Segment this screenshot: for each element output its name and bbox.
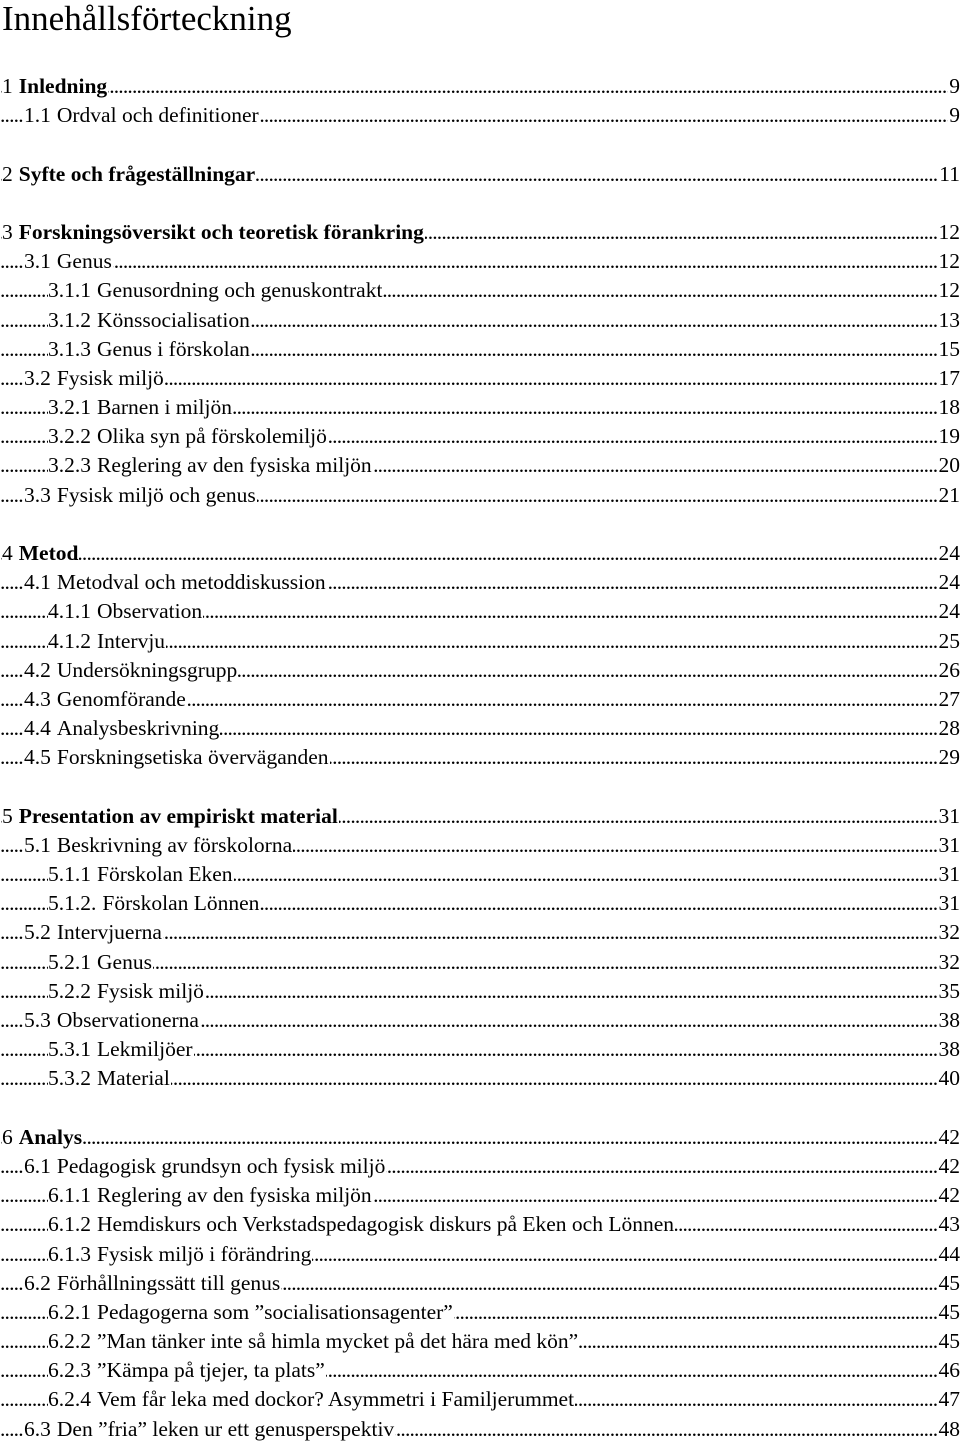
toc-entry-page: 42 — [938, 1152, 960, 1181]
toc-entry-label — [24, 1415, 395, 1444]
toc-entry-page: 32 — [938, 948, 960, 977]
toc-entry-page: 13 — [938, 306, 960, 335]
toc-entry[interactable] — [0, 218, 960, 247]
toc-entry[interactable] — [0, 160, 960, 189]
toc-entry-label — [48, 335, 251, 364]
toc-entry[interactable] — [0, 685, 960, 714]
toc-entry-title: Fysisk miljö — [56, 365, 164, 390]
toc-entry[interactable] — [0, 714, 960, 743]
toc-entry[interactable] — [0, 1064, 960, 1093]
toc-entry-number: 5.2 — [24, 920, 51, 945]
toc-entry[interactable] — [0, 802, 960, 831]
toc-entry-number: 3.2.3 — [48, 453, 91, 478]
toc-entry-page: 15 — [938, 335, 960, 364]
toc-entry-title: Förskolan Lönnen — [102, 891, 260, 916]
toc-entry-title: Metod — [18, 541, 79, 565]
toc-entry-title: Olika syn på förskolemiljö — [97, 424, 327, 449]
toc-entry-title: Observationerna — [56, 1008, 199, 1032]
toc-entry-number: 5.1.2. — [48, 891, 97, 916]
toc-entry-title: Förhållningssätt till genus — [56, 1270, 281, 1295]
toc-entry-label — [2, 160, 256, 189]
toc-entry[interactable] — [0, 1356, 960, 1385]
toc-entry[interactable] — [0, 247, 960, 276]
toc-entry-label — [2, 539, 79, 568]
toc-entry-title: Forskningsöversikt och teoretisk förankring — [18, 219, 424, 244]
toc-entry-label — [24, 685, 187, 714]
toc-entry-number: 6.1 — [24, 1153, 51, 1178]
toc-entry-number: 3.2 — [24, 365, 51, 390]
toc-entry-label — [24, 568, 327, 597]
toc-entry-title: Lekmiljöer — [97, 1037, 193, 1062]
toc-entry[interactable] — [0, 977, 960, 1006]
toc-entry-page: 38 — [938, 1035, 960, 1064]
toc-entry-page: 47 — [938, 1385, 960, 1414]
toc-entry-label — [24, 918, 163, 947]
toc-entry-page: 45 — [938, 1269, 960, 1298]
toc-entry[interactable] — [0, 539, 960, 568]
toc-entry-label — [48, 306, 251, 335]
toc-entry-title: Inledning — [18, 74, 108, 98]
toc-entry-title: Könssocialisation — [97, 307, 250, 332]
toc-entry-number: 4.3 — [24, 686, 51, 711]
toc-entry[interactable] — [0, 656, 960, 685]
toc-entry-title: Pedagogisk grundsyn och fysisk miljö — [56, 1153, 386, 1178]
toc-entry-number: 5.1.1 — [48, 862, 91, 887]
toc-entry-number: 3.1.3 — [48, 336, 91, 361]
toc-entry-page: 17 — [938, 364, 960, 393]
toc-entry[interactable] — [0, 597, 960, 626]
toc-entry-number: 6.2 — [24, 1270, 51, 1295]
toc-entry-label — [48, 1240, 312, 1269]
toc-entry-page: 40 — [938, 1064, 960, 1093]
toc-entry-title: Den ”fria” leken ur ett genusperspektiv — [56, 1416, 395, 1441]
toc-entry-label — [48, 1356, 326, 1385]
toc-entry[interactable] — [0, 568, 960, 597]
toc-entry-page: 48 — [938, 1415, 960, 1444]
toc-entry-number: 5.2.2 — [48, 978, 91, 1003]
toc-entry-label — [48, 597, 203, 626]
toc-entry-page: 9 — [948, 72, 960, 101]
toc-entry[interactable] — [0, 72, 960, 101]
toc-entry[interactable] — [0, 481, 960, 510]
toc-entry-title: Analys — [18, 1124, 83, 1149]
toc-entry[interactable] — [0, 860, 960, 889]
toc-entry-page: 29 — [938, 743, 960, 772]
toc-entry-page: 35 — [938, 977, 960, 1006]
toc-entry-title: Fysisk miljö — [97, 978, 204, 1003]
toc-entry-label — [48, 276, 383, 305]
toc-entry-number: 3.2.2 — [48, 424, 91, 449]
toc-entry[interactable] — [0, 364, 960, 393]
toc-entry-title: Presentation av empiriskt material — [18, 803, 338, 828]
toc-entry[interactable] — [0, 306, 960, 335]
toc-entry-page: 31 — [938, 802, 960, 831]
toc-entry-number: 5.3.2 — [48, 1066, 91, 1091]
toc-entry-page: 46 — [938, 1356, 960, 1385]
toc-entry[interactable] — [0, 831, 960, 860]
toc-entry[interactable] — [0, 889, 960, 918]
toc-entry-page: 44 — [938, 1240, 960, 1269]
toc-entry[interactable] — [0, 1123, 960, 1152]
toc-entry-title: Genus i förskolan — [97, 336, 250, 361]
toc-entry-label — [2, 802, 339, 831]
toc-entry-label — [48, 451, 373, 480]
toc-entry-number: 4.1 — [24, 570, 51, 595]
toc-entry-number: 6.1.3 — [48, 1241, 91, 1266]
toc-entry-page: 31 — [938, 860, 960, 889]
toc-entry-label — [24, 101, 260, 130]
toc-entry[interactable] — [0, 1415, 960, 1444]
toc-entry-number: 3 — [2, 219, 13, 244]
toc-entry-number: 5.3 — [24, 1008, 51, 1032]
toc-entry-title: Fysisk miljö i förändring — [97, 1241, 312, 1266]
toc-entry-number: 6.2.3 — [48, 1358, 91, 1383]
toc-entry-title: Genus — [97, 949, 152, 974]
toc-entry[interactable] — [0, 1006, 960, 1035]
toc-entry-number: 3.2.1 — [48, 395, 91, 420]
toc-entry-page: 12 — [938, 247, 960, 276]
toc-entry[interactable] — [0, 1035, 960, 1064]
toc-entry-label — [24, 831, 293, 860]
dot-leader — [0, 539, 960, 568]
toc-entry-label — [2, 72, 108, 101]
toc-entry-number: 5 — [2, 803, 13, 828]
toc-entry-label — [48, 627, 166, 656]
toc-entry-label — [48, 1298, 454, 1327]
toc-entry-title: Intervjuerna — [56, 920, 162, 945]
toc-entry-page: 9 — [948, 101, 960, 130]
toc-entry[interactable] — [0, 335, 960, 364]
toc-entry-title: Genus — [56, 249, 112, 274]
toc-entry-title: Analysbeskrivning — [56, 716, 220, 741]
toc-entry-title: Genusordning och genuskontrakt — [97, 278, 383, 303]
toc-entry-number: 5.2.1 — [48, 949, 91, 974]
toc-entry-page: 45 — [938, 1298, 960, 1327]
toc-entry-label — [24, 656, 238, 685]
toc-entry-title: Pedagogerna som ”socialisationsagenter” — [97, 1299, 453, 1324]
toc-entry-title: Beskrivning av förskolorna — [56, 832, 293, 857]
toc-entry-label — [48, 889, 260, 918]
toc-entry-label — [48, 1035, 194, 1064]
toc-entry-number: 6.1.1 — [48, 1183, 91, 1208]
toc-entry-title: ”Man tänker inte så himla mycket på det hära med kön” — [97, 1329, 579, 1354]
toc-entry-page: 27 — [938, 685, 960, 714]
toc-entry-page: 21 — [938, 481, 960, 510]
toc-entry[interactable] — [0, 1269, 960, 1298]
toc-entry[interactable] — [0, 101, 960, 130]
toc-entry-page: 11 — [938, 160, 960, 189]
toc-entry-label — [48, 1327, 579, 1356]
toc-entry-page: 18 — [938, 393, 960, 422]
toc-entry-page: 26 — [938, 656, 960, 685]
toc-entry-page: 31 — [938, 831, 960, 860]
toc-entry-label — [48, 393, 233, 422]
toc-entry[interactable] — [0, 1385, 960, 1414]
toc-entry-page: 12 — [938, 218, 960, 247]
toc-entry[interactable] — [0, 276, 960, 305]
toc-entry-page: 25 — [938, 627, 960, 656]
toc-entry-title: ”Kämpa på tjejer, ta plats” — [97, 1358, 325, 1383]
toc-entry-number: 6 — [2, 1124, 13, 1149]
toc-entry-label — [2, 1123, 83, 1152]
toc-entry-page: 42 — [938, 1181, 960, 1210]
toc-entry-title: Fysisk miljö och genus — [56, 482, 256, 507]
toc-entry-number: 5.1 — [24, 832, 51, 857]
toc-entry-number: 3.1.1 — [48, 278, 91, 303]
toc-entry-title: Vem får leka med dockor? Asymmetri i Familjerummet — [97, 1387, 575, 1412]
toc-entry-number: 3.1.2 — [48, 307, 91, 332]
toc-entry-page: 24 — [938, 568, 960, 597]
toc-entry-page: 20 — [938, 451, 960, 480]
toc-entry-label — [48, 1064, 171, 1093]
toc-entry-page: 43 — [938, 1210, 960, 1239]
toc-entry-label — [24, 1152, 386, 1181]
toc-entry-number: 6.2.4 — [48, 1387, 91, 1412]
toc-entry-number: 1.1 — [24, 103, 51, 128]
toc-entry-number: 3.3 — [24, 482, 51, 507]
toc-entry-title: Ordval och definitioner — [56, 103, 259, 128]
toc-entry-label — [24, 364, 165, 393]
toc-entry-page: 45 — [938, 1327, 960, 1356]
toc-entry-number: 5.3.1 — [48, 1037, 91, 1062]
toc-entry-label — [24, 481, 257, 510]
toc-entry-label — [24, 743, 330, 772]
toc-entry-label — [24, 714, 220, 743]
toc-entry-label — [48, 1210, 675, 1239]
toc-entry-number: 4.1.2 — [48, 628, 91, 653]
toc-entry-label — [48, 977, 205, 1006]
toc-entry-label — [24, 1269, 281, 1298]
toc-entry[interactable] — [0, 393, 960, 422]
toc-entry-number: 4.4 — [24, 716, 51, 741]
toc-entry-page: 12 — [938, 276, 960, 305]
toc-entry[interactable] — [0, 1240, 960, 1269]
toc-entry[interactable] — [0, 1327, 960, 1356]
toc-entry-page: 38 — [938, 1006, 960, 1035]
dot-leader — [0, 72, 960, 101]
toc-entry[interactable] — [0, 948, 960, 977]
toc-entry-page: 24 — [938, 597, 960, 626]
toc-entry-label — [48, 948, 153, 977]
toc-entry-title: Material — [97, 1066, 170, 1091]
toc-entry-number: 4 — [2, 541, 13, 565]
toc-entry-number: 4.2 — [24, 657, 51, 682]
toc-entry-number: 2 — [2, 161, 13, 186]
toc-entry[interactable] — [0, 1210, 960, 1239]
toc-entry[interactable] — [0, 1298, 960, 1327]
toc-entry-number: 6.2.1 — [48, 1299, 91, 1324]
toc-entry-label — [24, 1006, 200, 1035]
dot-leader — [0, 247, 960, 276]
toc-entry-title: Intervju — [97, 628, 166, 653]
toc-entry-number: 6.3 — [24, 1416, 51, 1441]
toc-entry[interactable] — [0, 743, 960, 772]
toc-entry-title: Forskningsetiska överväganden — [56, 745, 329, 770]
page-title: Innehållsförteckning — [2, 0, 292, 38]
toc-entry[interactable] — [0, 422, 960, 451]
toc-entry-title: Förskolan Eken — [97, 862, 233, 887]
toc-entry[interactable] — [0, 451, 960, 480]
toc-entry-number: 4.5 — [24, 745, 51, 770]
toc-entry-title: Genomförande — [56, 686, 186, 711]
toc-entry-label — [48, 422, 328, 451]
dot-leader — [0, 1123, 960, 1152]
toc-entry-label — [48, 1181, 373, 1210]
toc-entry[interactable] — [0, 1181, 960, 1210]
toc-entry-label — [48, 860, 234, 889]
toc-entry-page: 42 — [938, 1123, 960, 1152]
toc-entry-number: 1 — [2, 74, 13, 98]
toc-entry-number: 6.1.2 — [48, 1212, 91, 1237]
toc-entry[interactable] — [0, 918, 960, 947]
toc-entry-number: 4.1.1 — [48, 599, 91, 624]
toc-entry-title: Hemdiskurs och Verkstadspedagogisk diskurs på Eken och Lönnen — [97, 1212, 675, 1237]
toc-entry-page: 24 — [938, 539, 960, 568]
toc-entry-title: Barnen i miljön — [97, 395, 232, 420]
toc-entry-page: 32 — [938, 918, 960, 947]
toc-entry-page: 31 — [938, 889, 960, 918]
toc-entry-page: 28 — [938, 714, 960, 743]
toc-entry[interactable] — [0, 1152, 960, 1181]
toc-entry-title: Observation — [97, 599, 203, 624]
toc-entry-label — [48, 1385, 575, 1414]
table-of-contents — [0, 72, 960, 1444]
toc-entry-label — [2, 218, 425, 247]
toc-entry[interactable] — [0, 627, 960, 656]
toc-entry-page: 19 — [938, 422, 960, 451]
toc-entry-number: 6.2.2 — [48, 1329, 91, 1354]
toc-entry-label — [24, 247, 113, 276]
toc-entry-title: Syfte och frågeställningar — [18, 161, 256, 186]
toc-entry-title: Reglering av den fysiska miljön — [97, 1183, 372, 1208]
toc-entry-title: Undersökningsgrupp — [56, 657, 238, 682]
toc-entry-title: Reglering av den fysiska miljön — [97, 453, 372, 478]
toc-entry-number: 3.1 — [24, 249, 51, 274]
toc-entry-title: Metodval och metoddiskussion — [56, 570, 326, 595]
